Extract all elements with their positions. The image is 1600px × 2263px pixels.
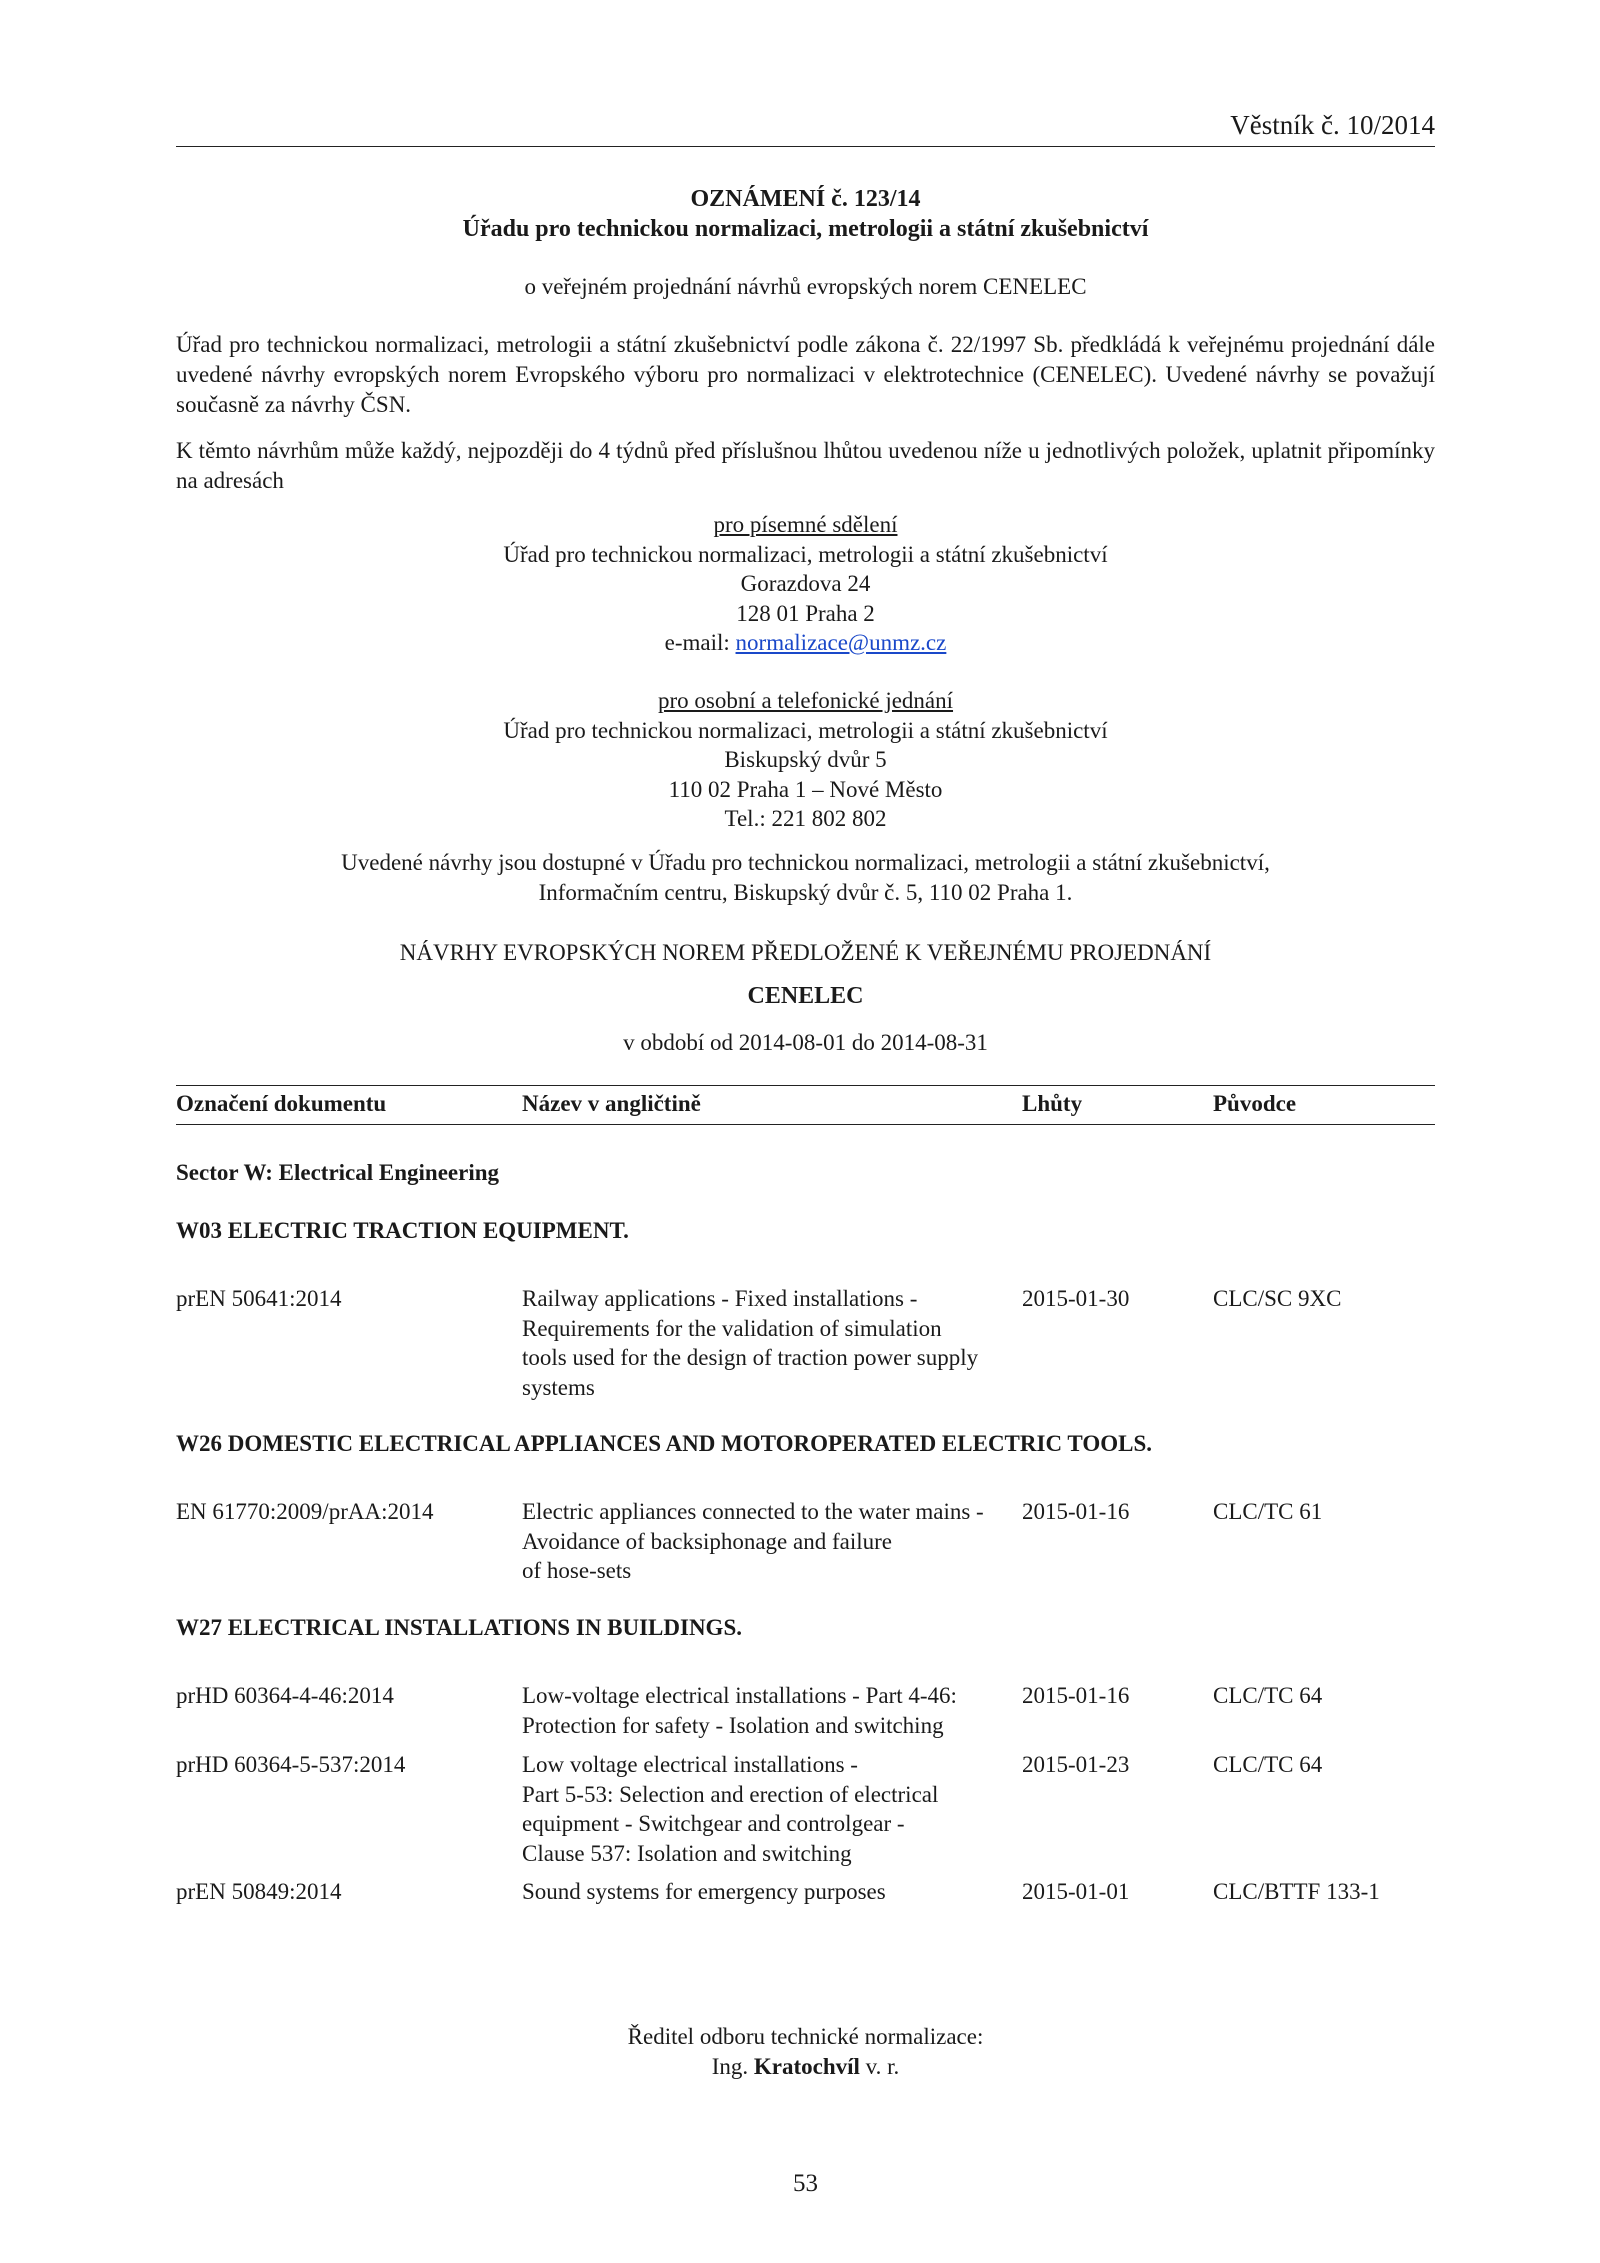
availability-line: Informačním centru, Biskupský dvůr č. 5, 110 02 Praha 1. (538, 879, 1073, 905)
document-deadline: 2015-01-30 (1022, 1286, 1130, 1311)
title-line: Electric appliances connected to the water mains - (522, 1499, 984, 1524)
title-line: Clause 537: Isolation and switching (522, 1840, 852, 1866)
journal-issue: Věstník č. 10/2014 (1230, 110, 1435, 140)
document-id: EN 61770:2009/prAA:2014 (176, 1499, 434, 1524)
title-line: Protection for safety - Isolation and switching (522, 1712, 944, 1738)
email-label: e-mail: (664, 630, 736, 655)
document-title (522, 1877, 1012, 1907)
document-id: prHD 60364-5-537:2014 (176, 1752, 406, 1777)
title-line: of hose-sets (522, 1558, 632, 1583)
address-written-org: Úřad pro technickou normalizaci, metrologii a státní zkušebnictví (503, 541, 1108, 567)
drafts-heading: NÁVRHY EVROPSKÝCH NOREM PŘEDLOŽENÉ K VEŘEJNÉMU PROJEDNÁNÍ (399, 940, 1212, 965)
column-header-document: Označení dokumentu (176, 1091, 387, 1116)
group-heading: W26 DOMESTIC ELECTRICAL APPLIANCES AND MOTOROPERATED ELECTRIC TOOLS. (176, 1431, 1152, 1456)
address-personal-org: Úřad pro technickou normalizaci, metrologii a státní zkušebnictví (503, 717, 1108, 743)
availability-line: Uvedené návrhy jsou dostupné v Úřadu pro technickou normalizaci, metrologii a státní zkušebnictví, (341, 850, 1270, 875)
title-line: Part 5-53: Selection and erection of electrical (522, 1781, 939, 1807)
document-origin: CLC/TC 64 (1213, 1752, 1323, 1777)
group-heading: W03 ELECTRIC TRACTION EQUIPMENT. (176, 1218, 629, 1243)
issuing-office: Úřadu pro technickou normalizaci, metrologii a státní zkušebnictví (462, 216, 1149, 242)
column-header-origin: Původce (1213, 1091, 1297, 1116)
document-title (522, 1681, 1012, 1740)
title-line: Railway applications - Fixed installations - (522, 1286, 918, 1311)
page-number: 53 (793, 2170, 818, 2197)
title-line: systems (522, 1374, 595, 1400)
document-origin: CLC/SC 9XC (1213, 1286, 1342, 1311)
document-title (522, 1284, 1012, 1402)
address-personal-street: Biskupský dvůr 5 (724, 747, 887, 772)
title-line: Requirements for the validation of simulation (522, 1315, 942, 1341)
address-personal-heading: pro osobní a telefonické jednání (657, 688, 954, 713)
title-line: equipment - Switchgear and controlgear - (522, 1811, 905, 1836)
document-id: prEN 50641:2014 (176, 1286, 342, 1311)
column-header-deadline: Lhůty (1022, 1091, 1083, 1116)
address-written (176, 510, 1435, 658)
announcement-title: OZNÁMENÍ č. 123/14 (690, 186, 921, 212)
document-id: prEN 50849:2014 (176, 1879, 342, 1904)
address-written-street: Gorazdova 24 (740, 571, 871, 596)
document-title (522, 1750, 1012, 1868)
document-origin: CLC/BTTF 133-1 (1213, 1879, 1380, 1904)
address-personal-phone: Tel.: 221 802 802 (724, 806, 887, 831)
address-written-email-line (176, 628, 1435, 658)
announcement-subject: o veřejném projednání návrhů evropských norem CENELEC (524, 274, 1087, 299)
signatory-title: Ing. (711, 2054, 754, 2079)
sector-heading: Sector W: Electrical Engineering (176, 1160, 500, 1185)
document-deadline: 2015-01-23 (1022, 1752, 1130, 1777)
drafts-organization: CENELEC (747, 983, 864, 1009)
title-line: Low voltage electrical installations - (522, 1752, 858, 1777)
title-line: Sound systems for emergency purposes (522, 1879, 886, 1904)
availability-note (176, 848, 1435, 907)
document-origin: CLC/TC 61 (1213, 1499, 1323, 1524)
address-written-city: 128 01 Praha 2 (736, 600, 875, 626)
intro-paragraph: Úřad pro technickou normalizaci, metrologii a státní zkušebnictví podle zákona č. 22/1997 Sb. předkládá k veřejnému projednání dále uvedené návrhy evropských norem Evropského výboru pro normalizaci v elektrotechnice (CENELEC). Uvedené návrhy se považují současně za návrhy ČSN. (176, 332, 1435, 417)
header-divider (176, 146, 1435, 147)
email-link[interactable]: normalizace@unmz.cz (735, 630, 947, 655)
document-deadline: 2015-01-16 (1022, 1683, 1130, 1708)
signatory-suffix: v. r. (859, 2054, 900, 2079)
drafts-period: v období od 2014-08-01 do 2014-08-31 (623, 1030, 988, 1055)
document-title (522, 1497, 1012, 1586)
title-line: Avoidance of backsiphonage and failure (522, 1528, 892, 1554)
column-header-title: Název v angličtině (522, 1091, 701, 1116)
signatory-role: Ředitel odboru technické normalizace: (627, 2024, 984, 2049)
title-line: Low-voltage electrical installations - Part 4-46: (522, 1683, 957, 1708)
title-line: tools used for the design of traction power supply (522, 1345, 979, 1370)
group-heading: W27 ELECTRICAL INSTALLATIONS IN BUILDINGS. (176, 1615, 742, 1640)
document-deadline: 2015-01-01 (1022, 1879, 1130, 1904)
document-origin: CLC/TC 64 (1213, 1683, 1323, 1708)
signatory-name: Kratochvíl (753, 2054, 860, 2079)
table-header-rule-bottom (176, 1124, 1435, 1125)
signatory-name-line (176, 2052, 1435, 2082)
comment-paragraph: K těmto návrhům může každý, nejpozději do 4 týdnů před příslušnou lhůtou uvedenou níže u jednotlivých položek, uplatnit připomínky na adresách (176, 438, 1435, 493)
document-deadline: 2015-01-16 (1022, 1499, 1130, 1524)
table-header-rule-top (176, 1085, 1435, 1086)
address-personal (176, 686, 1435, 834)
document-id: prHD 60364-4-46:2014 (176, 1683, 394, 1708)
address-personal-city: 110 02 Praha 1 – Nové Město (668, 776, 943, 802)
signature-block (176, 2022, 1435, 2082)
address-written-heading: pro písemné sdělení (713, 512, 898, 537)
